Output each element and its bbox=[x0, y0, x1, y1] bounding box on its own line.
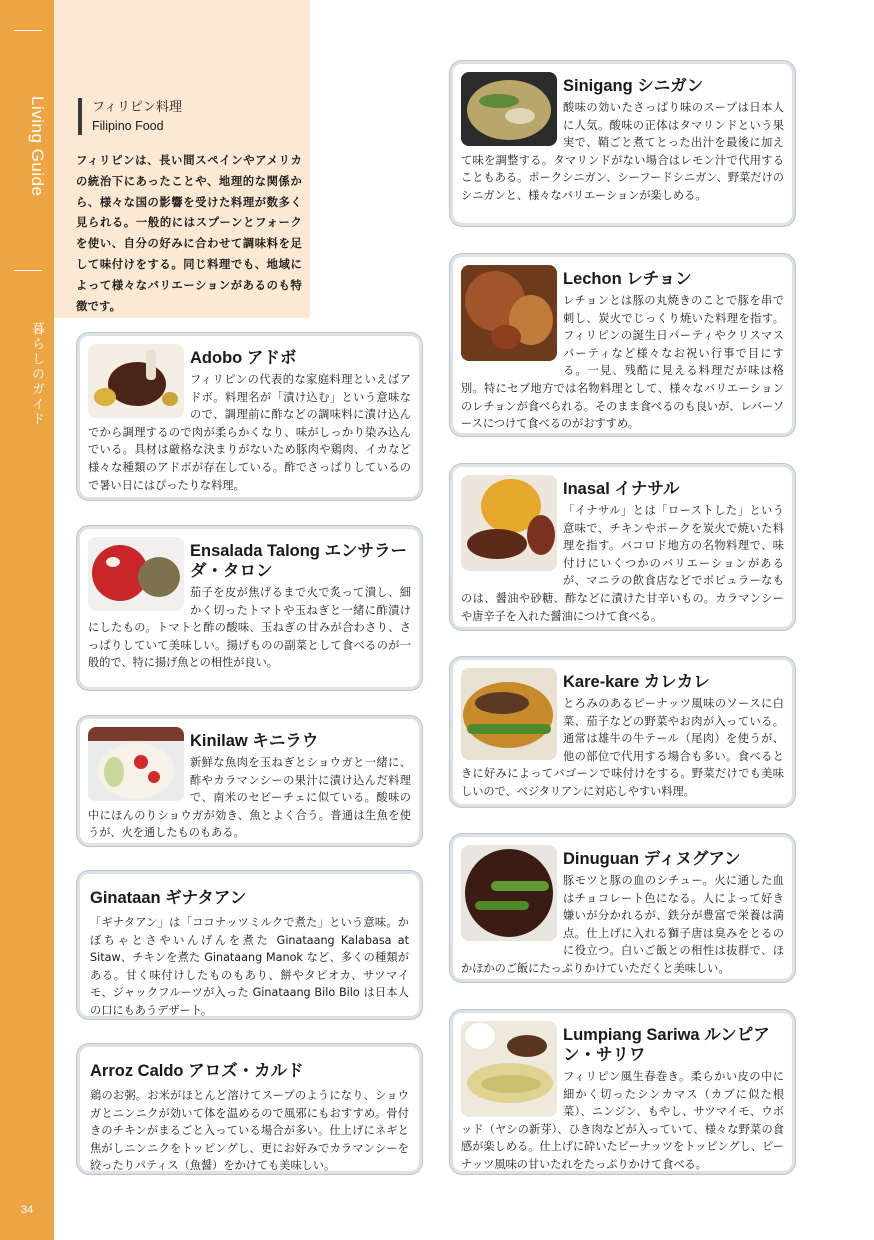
dish-description: とろみのあるピーナッツ風味のソースに白菜、茄子などの野菜やお肉が入っている。通常は雄牛の牛テール（尾肉）を使うが、他の部位で代用する場合も多い。食べるときに好みによってバゴーンで味付けをする。野菜だけでも美味しいので、ベジタリアンに対応しやすい料理。 bbox=[461, 697, 784, 798]
dish-description: レチョンとは豚の丸焼きのことで豚を串で刺し、炭火でじっくり焼いた料理を指す。フィリピンの誕生日パーティやクリスマスパーティなど様々なお祝い行事で目にする。一見、残酷に見える料理だが味は格別。特にセブ地方では名物料理として、様々なバリエーションのレチョンが食べられる。そのまま食べるのも良いが、レバーソースにつけて食べるのがおすすめ。 bbox=[461, 294, 784, 431]
dish-title: Adobo アドボ bbox=[190, 349, 297, 367]
sidebar-title-en: Living Guide bbox=[28, 96, 47, 197]
page-number: 34 bbox=[20, 1204, 34, 1216]
dish-description: 茄子を皮が焦げるまで火で炙って潰し、細かく切ったトマトや玉ねぎと一緒に酢漬けにしたもの。トマトと酢の酸味、玉ねぎの甘みが合わさり、さっぱりしていて美味しい。揚げものの副菜として食べるのが一般的で、特に揚げ魚との相性が良い。 bbox=[88, 586, 411, 670]
section-heading bbox=[78, 98, 182, 135]
dish-title: Kinilaw キニラウ bbox=[190, 732, 319, 750]
intro-text: フィリピンは、長い間スペインやアメリカの統治下にあったことや、地理的な関係から、様々な国の影響を受けた料理が数多く見られる。一般的にはスプーンとフォークを使い、自分の好みに合わせて調味料を足して味付けをする。同じ料理でも、地域によって様々なバリエーションがあるのも特徴です。 bbox=[76, 154, 302, 313]
dish-description: 新鮮な魚肉を玉ねぎとショウガと一緒に、酢やカラマンシーの果汁に漬け込んだ料理で、南米のセビーチェに似ている。酸味の中にほんのりショウガが効き、魚とよく合う。普通は生魚を使うが、火を通したものもある。 bbox=[88, 756, 411, 840]
sidebar-divider bbox=[14, 270, 42, 271]
dish-title: Sinigang シニガン bbox=[563, 77, 704, 95]
dish-photo-inasal bbox=[461, 475, 557, 571]
heading-en: Filipino Food bbox=[92, 119, 164, 133]
dish-photo-adobo bbox=[88, 344, 184, 418]
dish-title: Lechon レチョン bbox=[563, 270, 692, 288]
dish-description: 酸味の効いたさっぱり味のスープは日本人に人気。酸味の正体はタマリンドという果実で、鞘ごと煮てとった出汁を最後に加えて味を調整する。タマリンドがない場合はレモン汁で代用することもある。ポークシニガン、シーフードシニガン、野菜だけのシニガンと、様々なバリエーションが楽しめる。 bbox=[461, 101, 784, 202]
dish-description: 豚モツと豚の血のシチュー。火に通した血はチョコレート色になる。人によって好き嫌いが分かれるが、鉄分が豊富で栄養は満点。仕上げに入れる獅子唐は臭みをとるのに役立つ。白いご飯との相性は抜群で、ほかほかのご飯にたっぷりかけていただくと美味しい。 bbox=[461, 874, 784, 975]
dish-photo-ensalada-talong bbox=[88, 537, 184, 611]
dish-photo-kare-kare bbox=[461, 668, 557, 760]
dish-card-kare-kare bbox=[450, 657, 795, 807]
dish-photo-sinigang bbox=[461, 72, 557, 146]
dish-description: フィリピンの代表的な家庭料理といえばアドボ。料理名が「漬け込む」という意味なので、調理前に酢などの調味料に漬け込んでから調理するので肉が柔らかくなり、味がしっかり染み込んでいる。具材は厳格な決まりがないため豚肉や鶏肉、イカなど様々な種類のアドボが存在している。酢でさっぱりしているので暑い日にはぴったりな料理。 bbox=[88, 373, 411, 492]
dish-title: Dinuguan ディヌグアン bbox=[563, 850, 741, 868]
dish-card-lumpiang-sariwa bbox=[450, 1010, 795, 1174]
dish-card-adobo bbox=[77, 333, 422, 500]
dish-photo-kinilaw bbox=[88, 727, 184, 801]
dish-card-sinigang bbox=[450, 61, 795, 226]
dish-title: Lumpiang Sariwa ルンピアン・サリワ bbox=[563, 1026, 770, 1064]
dish-description: 「ギナタアン」は「ココナッツミルクで煮た」という意味。かぼちゃとさやいんげんを煮た Ginataang Kalabasa at Sitaw、チキンを煮た Ginataang Manok など、多くの種類がある。甘く味付けしたものもあり、餅やタピオカ、サツマイモ、ジャックフルーツが入った Ginataang Bilo Bilo は日本人の口にもあうデザート。 bbox=[90, 916, 409, 1017]
dish-description: 鶏のお粥。お米がほとんど溶けてスープのようになり、ショウガとニンニクが効いて体を温めるので風邪にもおすすめ。骨付きのチキンがまるごと入っている場合が多い。仕上げにネギと焦がしニンニクをトッピングし、更にお好みでカラマンシーを絞ったりパティス（魚醤）をかけても美味しい。 bbox=[90, 1089, 409, 1173]
dish-card-dinuguan bbox=[450, 834, 795, 982]
intro-panel bbox=[54, 0, 310, 318]
dish-description: 「イナサル」とは「ローストした」という意味で、チキンやポークを炭火で焼いた料理を指す。バコロド地方の名物料理で、味付けにいくつかのバリエーションがあるが、マニラの飲食店などでポピュラーなものは、醤油や砂糖、酢などに漬けた甘辛いもの。カラマンシーや唐辛子を入れた醤油につけて食べる。 bbox=[461, 504, 784, 623]
sidebar-divider bbox=[14, 30, 42, 31]
sidebar-title-jp: 暮らしのガイド bbox=[29, 322, 44, 427]
dish-card-ensalada-talong bbox=[77, 526, 422, 690]
dish-photo-dinuguan bbox=[461, 845, 557, 941]
dish-card-lechon bbox=[450, 254, 795, 436]
dish-title: Ensalada Talong エンサラーダ・タロン bbox=[190, 542, 407, 580]
dish-card-ginataan bbox=[77, 871, 422, 1019]
dish-title: Ginataan ギナタアン bbox=[90, 889, 247, 907]
dish-card-inasal bbox=[450, 464, 795, 630]
sidebar bbox=[0, 0, 54, 1240]
dish-photo-lechon bbox=[461, 265, 557, 361]
dish-photo-lumpiang-sariwa bbox=[461, 1021, 557, 1117]
dish-title: Arroz Caldo アロズ・カルド bbox=[90, 1062, 304, 1080]
dish-card-arroz-caldo bbox=[77, 1044, 422, 1174]
dish-description: フィリピン風生春巻き。柔らかい皮の中に細かく切ったシンカマス（カブに似た根菜）、ニンジン、もやし、サツマイモ、ウボッド（ヤシの新芽）、ひき肉などが入っていて、様々な野菜の食感が楽しめる。仕上げに砕いたピーナッツをトッピングし、ピーナッツ風味の甘いたれをたっぷりかけて食べる。 bbox=[461, 1070, 784, 1171]
dish-card-kinilaw bbox=[77, 716, 422, 846]
heading-jp: フィリピン料理 bbox=[92, 100, 182, 115]
dish-title: Inasal イナサル bbox=[563, 480, 680, 498]
dish-title: Kare-kare カレカレ bbox=[563, 673, 710, 691]
